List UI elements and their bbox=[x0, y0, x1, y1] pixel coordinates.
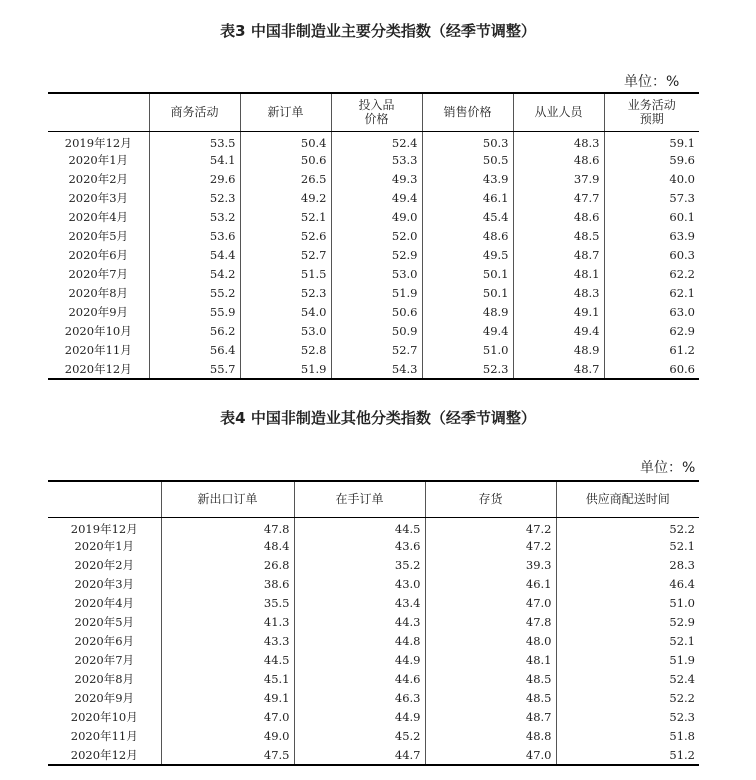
cell-value: 52.1 bbox=[556, 632, 699, 651]
cell-value: 50.3 bbox=[422, 131, 513, 151]
cell-value: 50.1 bbox=[422, 265, 513, 284]
cell-value: 39.3 bbox=[425, 556, 556, 575]
table-row bbox=[48, 322, 699, 341]
table-row bbox=[48, 575, 699, 594]
cell-value: 29.6 bbox=[149, 170, 240, 189]
cell-value: 59.1 bbox=[604, 131, 699, 151]
cell-value: 43.4 bbox=[294, 594, 425, 613]
cell-value: 57.3 bbox=[604, 189, 699, 208]
cell-value: 46.3 bbox=[294, 689, 425, 708]
table3-title: 表3 中国非制造业主要分类指数（经季节调整） bbox=[220, 22, 536, 40]
cell-value: 52.4 bbox=[556, 670, 699, 689]
cell-value: 44.6 bbox=[294, 670, 425, 689]
cell-value: 48.9 bbox=[513, 341, 604, 360]
cell-value: 62.2 bbox=[604, 265, 699, 284]
cell-value: 49.4 bbox=[331, 189, 422, 208]
table-row bbox=[48, 670, 699, 689]
table-row bbox=[48, 360, 699, 379]
cell-value: 52.9 bbox=[331, 246, 422, 265]
cell-value: 44.9 bbox=[294, 708, 425, 727]
cell-value: 46.1 bbox=[422, 189, 513, 208]
cell-value: 52.1 bbox=[556, 537, 699, 556]
cell-value: 49.3 bbox=[331, 170, 422, 189]
cell-value: 54.1 bbox=[149, 151, 240, 170]
cell-value: 47.8 bbox=[161, 517, 294, 537]
cell-value: 55.7 bbox=[149, 360, 240, 379]
cell-value: 47.2 bbox=[425, 517, 556, 537]
cell-value: 63.0 bbox=[604, 303, 699, 322]
row-month: 2020年6月 bbox=[68, 248, 129, 262]
table-row bbox=[48, 131, 699, 151]
row-month: 2020年3月 bbox=[68, 191, 129, 205]
table-row bbox=[48, 151, 699, 170]
cell-value: 52.2 bbox=[556, 689, 699, 708]
cell-value: 50.4 bbox=[240, 131, 331, 151]
cell-value: 50.5 bbox=[422, 151, 513, 170]
cell-value: 49.0 bbox=[331, 208, 422, 227]
cell-value: 52.3 bbox=[240, 284, 331, 303]
cell-value: 49.2 bbox=[240, 189, 331, 208]
cell-value: 49.0 bbox=[161, 727, 294, 746]
cell-value: 43.9 bbox=[422, 170, 513, 189]
cell-value: 56.2 bbox=[149, 322, 240, 341]
cell-value: 60.3 bbox=[604, 246, 699, 265]
cell-value: 49.4 bbox=[422, 322, 513, 341]
table3-header-row bbox=[48, 93, 699, 131]
table-row bbox=[48, 556, 699, 575]
table4 bbox=[48, 480, 699, 766]
row-month: 2020年10月 bbox=[70, 710, 138, 724]
cell-value: 48.5 bbox=[425, 689, 556, 708]
row-month: 2020年3月 bbox=[74, 577, 135, 591]
row-month: 2020年2月 bbox=[74, 558, 135, 572]
cell-value: 55.9 bbox=[149, 303, 240, 322]
row-month: 2020年4月 bbox=[74, 596, 135, 610]
cell-value: 45.2 bbox=[294, 727, 425, 746]
table-row bbox=[48, 170, 699, 189]
row-month: 2020年12月 bbox=[70, 747, 138, 762]
table4-title: 表4 中国非制造业其他分类指数（经季节调整） bbox=[220, 409, 536, 427]
cell-value: 55.2 bbox=[149, 284, 240, 303]
cell-value: 54.2 bbox=[149, 265, 240, 284]
cell-value: 26.5 bbox=[240, 170, 331, 189]
cell-value: 35.5 bbox=[161, 594, 294, 613]
cell-value: 59.6 bbox=[604, 151, 699, 170]
cell-value: 51.9 bbox=[556, 651, 699, 670]
cell-value: 52.7 bbox=[240, 246, 331, 265]
table-row bbox=[48, 746, 699, 765]
cell-value: 53.3 bbox=[331, 151, 422, 170]
cell-value: 48.7 bbox=[513, 360, 604, 379]
table3-col-header: 从业人员 bbox=[513, 93, 604, 131]
table4-header-row bbox=[48, 481, 699, 517]
row-month: 2020年10月 bbox=[64, 324, 132, 338]
cell-value: 53.2 bbox=[149, 208, 240, 227]
row-month: 2020年9月 bbox=[74, 691, 135, 705]
table-row bbox=[48, 537, 699, 556]
row-month: 2020年9月 bbox=[68, 305, 129, 319]
cell-value: 47.5 bbox=[161, 746, 294, 765]
row-month: 2020年7月 bbox=[74, 653, 135, 667]
row-month: 2020年12月 bbox=[64, 361, 132, 376]
row-month: 2020年2月 bbox=[68, 172, 129, 186]
cell-value: 51.0 bbox=[422, 341, 513, 360]
cell-value: 47.0 bbox=[161, 708, 294, 727]
cell-value: 52.9 bbox=[556, 613, 699, 632]
row-month: 2020年8月 bbox=[68, 286, 129, 300]
cell-value: 52.0 bbox=[331, 227, 422, 246]
table3-col-header: 投入品 价格 bbox=[331, 93, 422, 131]
row-month: 2019年12月 bbox=[70, 521, 138, 536]
cell-value: 48.7 bbox=[513, 246, 604, 265]
table4-col-header: 供应商配送时间 bbox=[556, 481, 699, 517]
table4-col-header: 在手订单 bbox=[294, 481, 425, 517]
cell-value: 37.9 bbox=[513, 170, 604, 189]
cell-value: 46.1 bbox=[425, 575, 556, 594]
cell-value: 53.5 bbox=[149, 131, 240, 151]
cell-value: 52.8 bbox=[240, 341, 331, 360]
cell-value: 46.4 bbox=[556, 575, 699, 594]
cell-value: 48.9 bbox=[422, 303, 513, 322]
cell-value: 48.6 bbox=[513, 151, 604, 170]
table-row bbox=[48, 708, 699, 727]
table4-unit: 单位：% bbox=[640, 460, 696, 476]
cell-value: 61.2 bbox=[604, 341, 699, 360]
table-row bbox=[48, 632, 699, 651]
cell-value: 44.9 bbox=[294, 651, 425, 670]
cell-value: 48.8 bbox=[425, 727, 556, 746]
table4-col-header: 新出口订单 bbox=[161, 481, 294, 517]
cell-value: 48.1 bbox=[425, 651, 556, 670]
cell-value: 38.6 bbox=[161, 575, 294, 594]
cell-value: 48.6 bbox=[422, 227, 513, 246]
cell-value: 44.5 bbox=[294, 517, 425, 537]
cell-value: 51.8 bbox=[556, 727, 699, 746]
cell-value: 48.0 bbox=[425, 632, 556, 651]
cell-value: 43.6 bbox=[294, 537, 425, 556]
cell-value: 47.0 bbox=[425, 746, 556, 765]
row-month: 2020年7月 bbox=[68, 267, 129, 281]
cell-value: 44.7 bbox=[294, 746, 425, 765]
cell-value: 35.2 bbox=[294, 556, 425, 575]
table-row bbox=[48, 651, 699, 670]
cell-value: 48.5 bbox=[513, 227, 604, 246]
cell-value: 47.7 bbox=[513, 189, 604, 208]
table3-header-corner bbox=[48, 93, 149, 131]
cell-value: 52.2 bbox=[556, 517, 699, 537]
cell-value: 26.8 bbox=[161, 556, 294, 575]
cell-value: 44.8 bbox=[294, 632, 425, 651]
cell-value: 43.3 bbox=[161, 632, 294, 651]
cell-value: 60.6 bbox=[604, 360, 699, 379]
row-month: 2020年4月 bbox=[68, 210, 129, 224]
cell-value: 28.3 bbox=[556, 556, 699, 575]
cell-value: 49.5 bbox=[422, 246, 513, 265]
cell-value: 54.4 bbox=[149, 246, 240, 265]
cell-value: 50.9 bbox=[331, 322, 422, 341]
table-row bbox=[48, 727, 699, 746]
table-row bbox=[48, 208, 699, 227]
cell-value: 40.0 bbox=[604, 170, 699, 189]
table-row bbox=[48, 246, 699, 265]
cell-value: 48.1 bbox=[513, 265, 604, 284]
cell-value: 47.8 bbox=[425, 613, 556, 632]
cell-value: 44.3 bbox=[294, 613, 425, 632]
cell-value: 49.4 bbox=[513, 322, 604, 341]
cell-value: 50.6 bbox=[240, 151, 331, 170]
table-row bbox=[48, 613, 699, 632]
row-month: 2020年11月 bbox=[70, 729, 138, 743]
cell-value: 47.0 bbox=[425, 594, 556, 613]
cell-value: 49.1 bbox=[161, 689, 294, 708]
cell-value: 45.4 bbox=[422, 208, 513, 227]
row-month: 2020年1月 bbox=[68, 153, 129, 167]
cell-value: 48.3 bbox=[513, 284, 604, 303]
table3-col-header: 销售价格 bbox=[422, 93, 513, 131]
row-month: 2020年5月 bbox=[74, 615, 135, 629]
row-month: 2020年5月 bbox=[68, 229, 129, 243]
cell-value: 48.4 bbox=[161, 537, 294, 556]
cell-value: 56.4 bbox=[149, 341, 240, 360]
cell-value: 45.1 bbox=[161, 670, 294, 689]
cell-value: 51.5 bbox=[240, 265, 331, 284]
table-row bbox=[48, 517, 699, 537]
cell-value: 51.2 bbox=[556, 746, 699, 765]
cell-value: 49.1 bbox=[513, 303, 604, 322]
cell-value: 54.0 bbox=[240, 303, 331, 322]
table3-col-header: 新订单 bbox=[240, 93, 331, 131]
cell-value: 52.7 bbox=[331, 341, 422, 360]
table-row bbox=[48, 227, 699, 246]
cell-value: 52.3 bbox=[422, 360, 513, 379]
cell-value: 52.3 bbox=[556, 708, 699, 727]
cell-value: 52.6 bbox=[240, 227, 331, 246]
cell-value: 51.0 bbox=[556, 594, 699, 613]
row-month: 2019年12月 bbox=[64, 135, 132, 150]
cell-value: 53.0 bbox=[331, 265, 422, 284]
cell-value: 48.3 bbox=[513, 131, 604, 151]
cell-value: 43.0 bbox=[294, 575, 425, 594]
cell-value: 53.6 bbox=[149, 227, 240, 246]
table4-col-header: 存货 bbox=[425, 481, 556, 517]
cell-value: 53.0 bbox=[240, 322, 331, 341]
table-row bbox=[48, 284, 699, 303]
cell-value: 52.4 bbox=[331, 131, 422, 151]
cell-value: 48.5 bbox=[425, 670, 556, 689]
cell-value: 52.1 bbox=[240, 208, 331, 227]
table-row bbox=[48, 189, 699, 208]
table-row bbox=[48, 303, 699, 322]
table-row bbox=[48, 341, 699, 360]
cell-value: 48.7 bbox=[425, 708, 556, 727]
cell-value: 60.1 bbox=[604, 208, 699, 227]
table3-unit: 单位：% bbox=[624, 74, 680, 90]
cell-value: 50.1 bbox=[422, 284, 513, 303]
cell-value: 47.2 bbox=[425, 537, 556, 556]
cell-value: 50.6 bbox=[331, 303, 422, 322]
cell-value: 41.3 bbox=[161, 613, 294, 632]
cell-value: 44.5 bbox=[161, 651, 294, 670]
table3-col-header: 业务活动 预期 bbox=[604, 93, 699, 131]
cell-value: 48.6 bbox=[513, 208, 604, 227]
cell-value: 54.3 bbox=[331, 360, 422, 379]
cell-value: 62.9 bbox=[604, 322, 699, 341]
cell-value: 51.9 bbox=[331, 284, 422, 303]
row-month: 2020年6月 bbox=[74, 634, 135, 648]
table-row bbox=[48, 689, 699, 708]
table4-header-corner bbox=[48, 481, 161, 517]
row-month: 2020年8月 bbox=[74, 672, 135, 686]
table3 bbox=[48, 92, 699, 380]
cell-value: 62.1 bbox=[604, 284, 699, 303]
row-month: 2020年11月 bbox=[64, 343, 132, 357]
table-row bbox=[48, 594, 699, 613]
cell-value: 52.3 bbox=[149, 189, 240, 208]
table-row bbox=[48, 265, 699, 284]
cell-value: 63.9 bbox=[604, 227, 699, 246]
row-month: 2020年1月 bbox=[74, 539, 135, 553]
cell-value: 51.9 bbox=[240, 360, 331, 379]
table3-col-header: 商务活动 bbox=[149, 93, 240, 131]
